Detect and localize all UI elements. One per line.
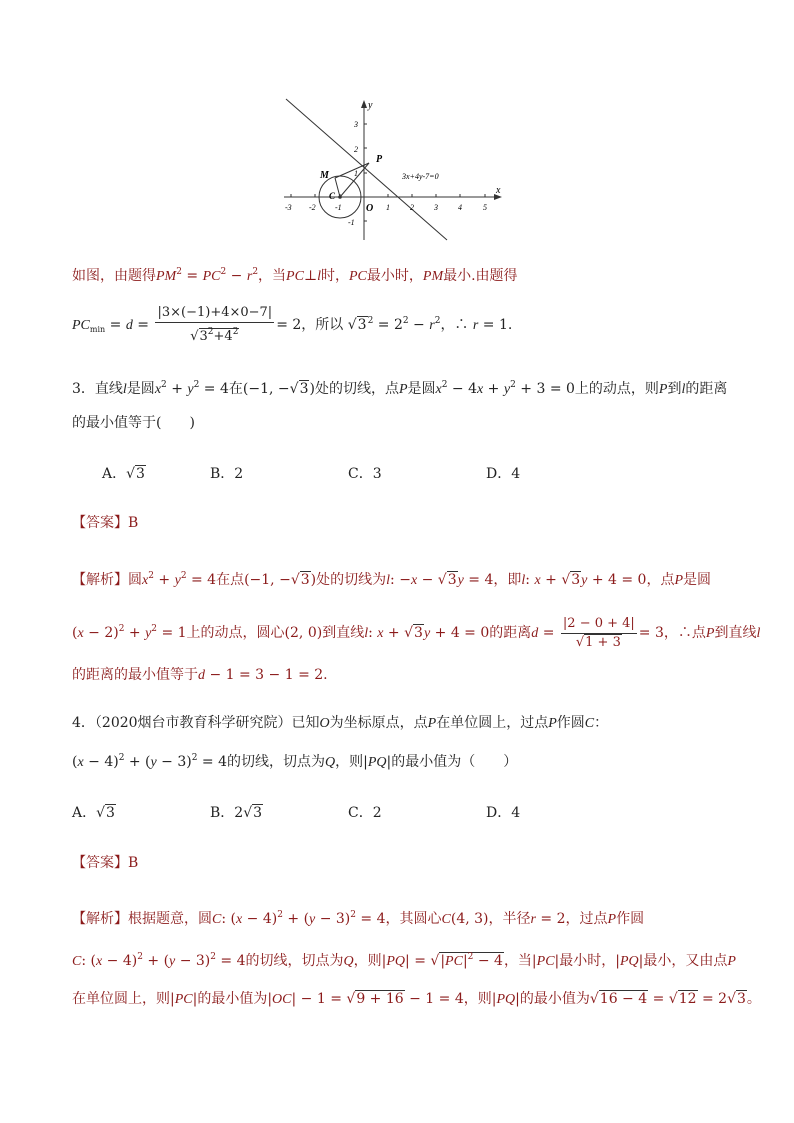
x-tick-label: -1 <box>335 203 342 212</box>
q4-option-d[interactable]: D．4 <box>486 805 521 821</box>
x-tick-label: 4 <box>458 203 462 212</box>
line-equation-label: 3x+4y-7=0 <box>402 172 439 181</box>
y-tick-label: 2 <box>354 145 358 154</box>
q4-analysis-line2: C: $(x - 4)^2 + (y - 3)^2 = 4$的切线，切点为Q，则$|PQ| = √|PC|^2 - 4$，当|PC|最小时，|PQ|最小，又由点P <box>72 952 736 969</box>
q4-analysis-line1: 【解析】根据题意，圆C: $(x - 4)^2 + (y - 3)^2 = 4$，其圆心C(4, 3)，半径r = 2，过点P作圆 <box>72 910 645 927</box>
y-tick-label: -1 <box>348 218 355 227</box>
q2-solution-line2: $PC_{min} = d$ = $\frac{|3\times(-1)+4\times 0-7|}{√3^2+4^2}$ = 2，所以 $√3^2 = 2^2 - r^2$，∴ r = 1. <box>72 305 513 344</box>
x-tick-label: 2 <box>410 203 414 212</box>
y-axis-arrow <box>361 100 367 108</box>
q4-answer <box>72 853 138 873</box>
q4-analysis-line3: 在单位圆上，则|PC|的最小值为|OC| − 1 = √9 + 16 − 1 = 4，则|PQ|的最小值为√16 − 4 = √12 = 2√3。 <box>72 991 761 1007</box>
x-axis-label: x <box>496 185 501 196</box>
q3-stem-line1: 3．直线l是圆$x^2 + y^2 = 4$在(−1, −√3)处的切线，点P是圆$x^2 - 4x + y^2 + 3 = 0$上的动点，则P到l的距离 <box>72 380 728 397</box>
q3-analysis-line1: 【解析】圆$x^2 + y^2 = 4$在点(−1, −√3)处的切线为l: −x − √3y = 4，即l: x + √3y + 4 = 0，点P是圆 <box>72 571 712 588</box>
q3-option-d[interactable]: D．4 <box>486 466 521 482</box>
q3-analysis-line2: $(x - 2)^2 + y^2 = 1$上的动点，圆心(2, 0)到直线l: x + √3y + 4 = 0的距离d = $\frac{|2 - 0 + 4|}{√1 + 3}$ = 3，∴点P到直线l <box>72 615 761 650</box>
origin-label: O <box>366 203 374 214</box>
coordinate-figure <box>280 96 520 266</box>
x-tick-label: -2 <box>309 203 316 212</box>
y-tick-label: 1 <box>354 169 358 178</box>
tangent-line <box>286 99 447 240</box>
q3-answer-value: B <box>128 515 139 531</box>
q3-option-b[interactable]: B．2 <box>210 466 244 482</box>
y-tick-label: 3 <box>354 120 358 129</box>
q3-answer <box>72 513 138 533</box>
q3-analysis-line3: 的距离的最小值等于d − 1 = 3 − 1 = 2. <box>72 667 328 683</box>
x-tick-label: 1 <box>386 203 390 212</box>
q4-stem-line1: 4．（2020烟台市教育科学研究院）已知O为坐标原点，点P在单位圆上，过点P作圆C： <box>72 715 609 731</box>
x-tick-label: 3 <box>434 203 438 212</box>
q3-option-c[interactable]: C．3 <box>348 466 382 482</box>
q2-solution-line1: 如图，由题得$PM^2 = PC^2 - r^2$，当PC⊥l时，PC最小时，PM最小.由题得 <box>72 267 518 284</box>
x-tick-label: 5 <box>483 203 487 212</box>
segment-cm <box>335 178 340 197</box>
x-tick-label: -3 <box>285 203 292 212</box>
q4-option-c[interactable]: C．2 <box>348 805 382 821</box>
point-c-label: C <box>329 191 336 201</box>
q4-stem-line2: $(x - 4)^2 + (y - 3)^2 = 4$的切线，切点为Q，则|PQ|的最小值为（ ） <box>72 753 518 770</box>
q4-answer-value: B <box>128 855 139 871</box>
point-p-label: P <box>376 154 383 165</box>
y-tick-labels <box>348 120 358 227</box>
q3-option-a[interactable]: A．√3 <box>102 466 145 482</box>
q4-option-b[interactable]: B．2√3 <box>210 805 263 821</box>
q4-option-a[interactable]: A．√3 <box>72 805 115 821</box>
y-axis-label: y <box>368 100 373 111</box>
q4-answer-tag: 【答案】 <box>72 855 128 871</box>
q3-answer-tag: 【答案】 <box>72 515 128 531</box>
x-tick-labels <box>285 203 487 212</box>
q3-stem-line2: 的最小值等于( ) <box>72 415 195 431</box>
point-m-label: M <box>320 170 329 181</box>
